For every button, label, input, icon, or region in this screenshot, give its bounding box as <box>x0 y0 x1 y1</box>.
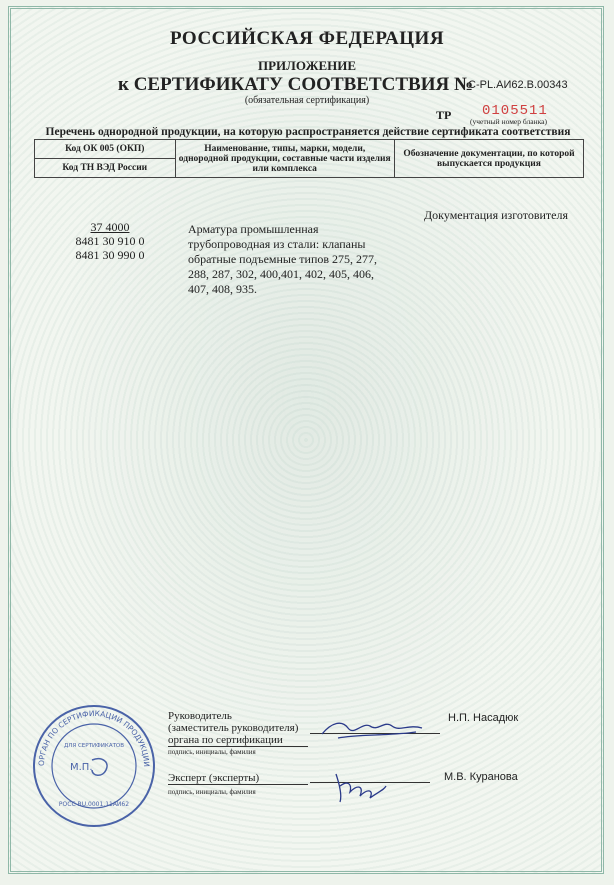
product-name-header: Наименование, типы, марки, модели, однородной продукции, составные части изделия или комплекса <box>175 140 394 178</box>
head-org: органа по сертификации <box>168 734 308 747</box>
seal-small-text: ДЛЯ СЕРТИФИКАТОВ <box>63 743 125 749</box>
product-codes <box>70 220 150 262</box>
seal-center-text: М.П. <box>70 762 93 773</box>
tp-label: ТР <box>436 108 452 122</box>
expert-name: М.В. Куранова <box>444 771 518 783</box>
appendix-title: ПРИЛОЖЕНИЕ <box>257 58 357 73</box>
product-line: Арматура промышленная <box>188 222 319 236</box>
official-seal <box>30 702 158 830</box>
tnved-code: 8481 30 990 0 <box>75 248 145 262</box>
expert-signature-caption: подпись, инициалы, фамилия <box>168 788 256 796</box>
certification-type: (обязательная сертификация) <box>244 95 370 106</box>
head-signature-icon <box>318 712 428 748</box>
manufacturer-documentation: Документация изготовителя <box>424 208 568 222</box>
product-line: 407, 408, 935. <box>188 282 257 296</box>
tnved-code-header: Код ТН ВЭД России <box>35 159 176 178</box>
expert-signature-icon <box>330 766 390 806</box>
country-title: РОССИЙСКАЯ ФЕДЕРАЦИЯ <box>169 28 445 49</box>
seal-ring-text: ОРГАН ПО СЕРТИФИКАЦИИ ПРОДУКЦИИ <box>36 708 152 768</box>
product-line: 288, 287, 302, 400,401, 402, 405, 406, <box>188 267 374 281</box>
product-line: трубопроводная из стали: клапаны <box>188 237 366 251</box>
form-serial-note: (учетный номер бланка) <box>470 117 547 126</box>
head-signature-caption: подпись, инициалы, фамилия <box>168 748 256 756</box>
head-title <box>168 710 298 734</box>
product-description <box>188 222 398 297</box>
form-serial-number: 0105511 <box>482 103 548 119</box>
expert-label: Эксперт (эксперты) <box>168 772 308 785</box>
head-line: (заместитель руководителя) <box>168 722 299 734</box>
okp-code: 37 4000 <box>90 220 130 234</box>
tnved-code: 8481 30 910 0 <box>75 234 145 248</box>
documentation-header: Обозначение документации, по которой выпускается продукция <box>394 140 583 178</box>
certificate-number: С-PL.АИ62.В.00343 <box>468 79 568 91</box>
head-name: Н.П. Насадюк <box>448 712 519 724</box>
seal-emblem-icon <box>92 759 107 776</box>
seal-code-text: РОСС RU.0001.11АИ62 <box>58 801 130 808</box>
head-line: Руководитель <box>168 710 232 722</box>
header-table <box>34 139 584 178</box>
product-list-heading: Перечень однородной продукции, на которую распространяется действие сертификата соответствия <box>45 126 571 138</box>
product-line: обратные подъемные типов 275, 277, <box>188 252 378 266</box>
certificate-title: к СЕРТИФИКАТУ СООТВЕТСТВИЯ № <box>118 74 474 95</box>
okp-code-header: Код ОК 005 (ОКП) <box>35 140 176 159</box>
